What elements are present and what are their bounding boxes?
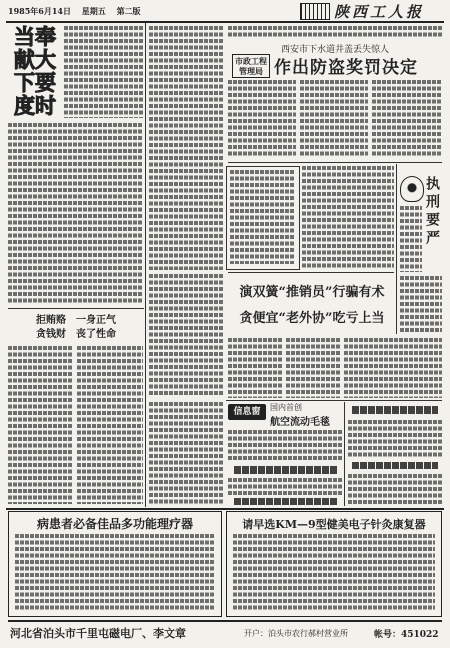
- advertiser-name: 河北省泊头市千里屯磁电厂、李文章: [10, 627, 186, 640]
- column-rule: [145, 23, 146, 507]
- feature-headline-line: 下要: [14, 70, 56, 95]
- manhole-headline: 作出防盗奖罚决定: [274, 58, 418, 78]
- column-rule: [344, 402, 345, 506]
- newspaper-masthead: 陕西工人报: [334, 3, 425, 21]
- commentary-title: 执刑要严: [424, 176, 440, 248]
- section-rule: [228, 272, 394, 273]
- issue-date: 1985年6月14日: [8, 6, 71, 16]
- article-body-text: [8, 123, 143, 305]
- section-rule: [226, 400, 442, 401]
- bank-info: 开户：泊头市农行郝村营业所: [244, 629, 348, 638]
- info-window-headline: 航空流动毛毯: [270, 417, 330, 428]
- article-body-text: [302, 166, 394, 268]
- therapy-device-ad: [8, 511, 222, 617]
- account-number: 帐号：451022: [374, 630, 439, 640]
- article-body-text: [64, 26, 143, 118]
- small-headline-strip: [352, 406, 438, 414]
- article-body-text: [228, 80, 296, 158]
- article-body-text: [348, 474, 442, 505]
- fraud-headline-line1: 演双簧“推销员”行骗有术: [239, 285, 385, 300]
- small-headline-strip: [352, 462, 438, 469]
- feature-headline-line: 献大: [14, 47, 56, 72]
- commentary-emblem-icon: [400, 176, 424, 202]
- feature-headline-line: 度时: [14, 93, 56, 118]
- info-window-badge: 信息窗: [228, 404, 266, 420]
- page-number: 第二版: [116, 6, 141, 16]
- article-body-text: [149, 26, 223, 270]
- agency-line: 管理局: [239, 66, 263, 76]
- article-body-text: [228, 478, 342, 496]
- article-body-text: [400, 276, 442, 334]
- issue-date-line: [8, 6, 141, 17]
- article-body-text: [348, 420, 442, 458]
- ad-title: 请早选KM—9型健美电子针灸康复器: [242, 518, 426, 531]
- article-body-text: [300, 80, 368, 158]
- small-headline-strip: [234, 466, 338, 474]
- fraud-headline-line2: 贪便宜“老外协”吃亏上当: [239, 311, 385, 326]
- agency-line: 市政工程: [235, 56, 267, 66]
- article-body-text: [149, 274, 223, 396]
- article-body-text: [344, 338, 442, 398]
- article-body-text: [228, 338, 282, 398]
- acupuncture-device-ad: [226, 511, 442, 617]
- advertiser-footer: [8, 620, 442, 642]
- bribery-headline-line1: 拒贿赂 一身正气: [36, 315, 116, 326]
- section-rule: [228, 162, 442, 163]
- masthead-emblem-icon: [300, 3, 330, 20]
- manhole-kicker: 西安市下水道井盖丢失惊人: [280, 45, 389, 55]
- ad-body-text: [15, 534, 215, 612]
- feature-headline-line: 当奉: [14, 24, 56, 49]
- bribery-headline-line2: 贪钱财 丧了性命: [36, 329, 116, 340]
- header-rule: [6, 21, 444, 23]
- ads-rule: [6, 508, 444, 510]
- column-rule: [396, 164, 397, 334]
- article-body-text: [8, 346, 72, 504]
- small-headline-strip: [234, 498, 338, 505]
- ad-body-text: [233, 534, 435, 612]
- article-body-text: [400, 206, 422, 272]
- info-window-kicker: 国内首创: [270, 403, 302, 412]
- feature-headline: [8, 25, 62, 119]
- article-body-text: [77, 346, 143, 504]
- article-body-text: [230, 170, 294, 264]
- issue-weekday: 星期五: [81, 6, 106, 16]
- article-body-text: [149, 402, 223, 504]
- section-rule: [8, 308, 144, 309]
- ad-title: 病患者必备佳品多功能理疗器: [36, 517, 193, 531]
- manhole-agency-label: [232, 54, 270, 78]
- article-body-text: [286, 338, 340, 398]
- article-body-text: [228, 26, 442, 39]
- article-body-text: [228, 430, 342, 462]
- article-body-text: [372, 80, 442, 158]
